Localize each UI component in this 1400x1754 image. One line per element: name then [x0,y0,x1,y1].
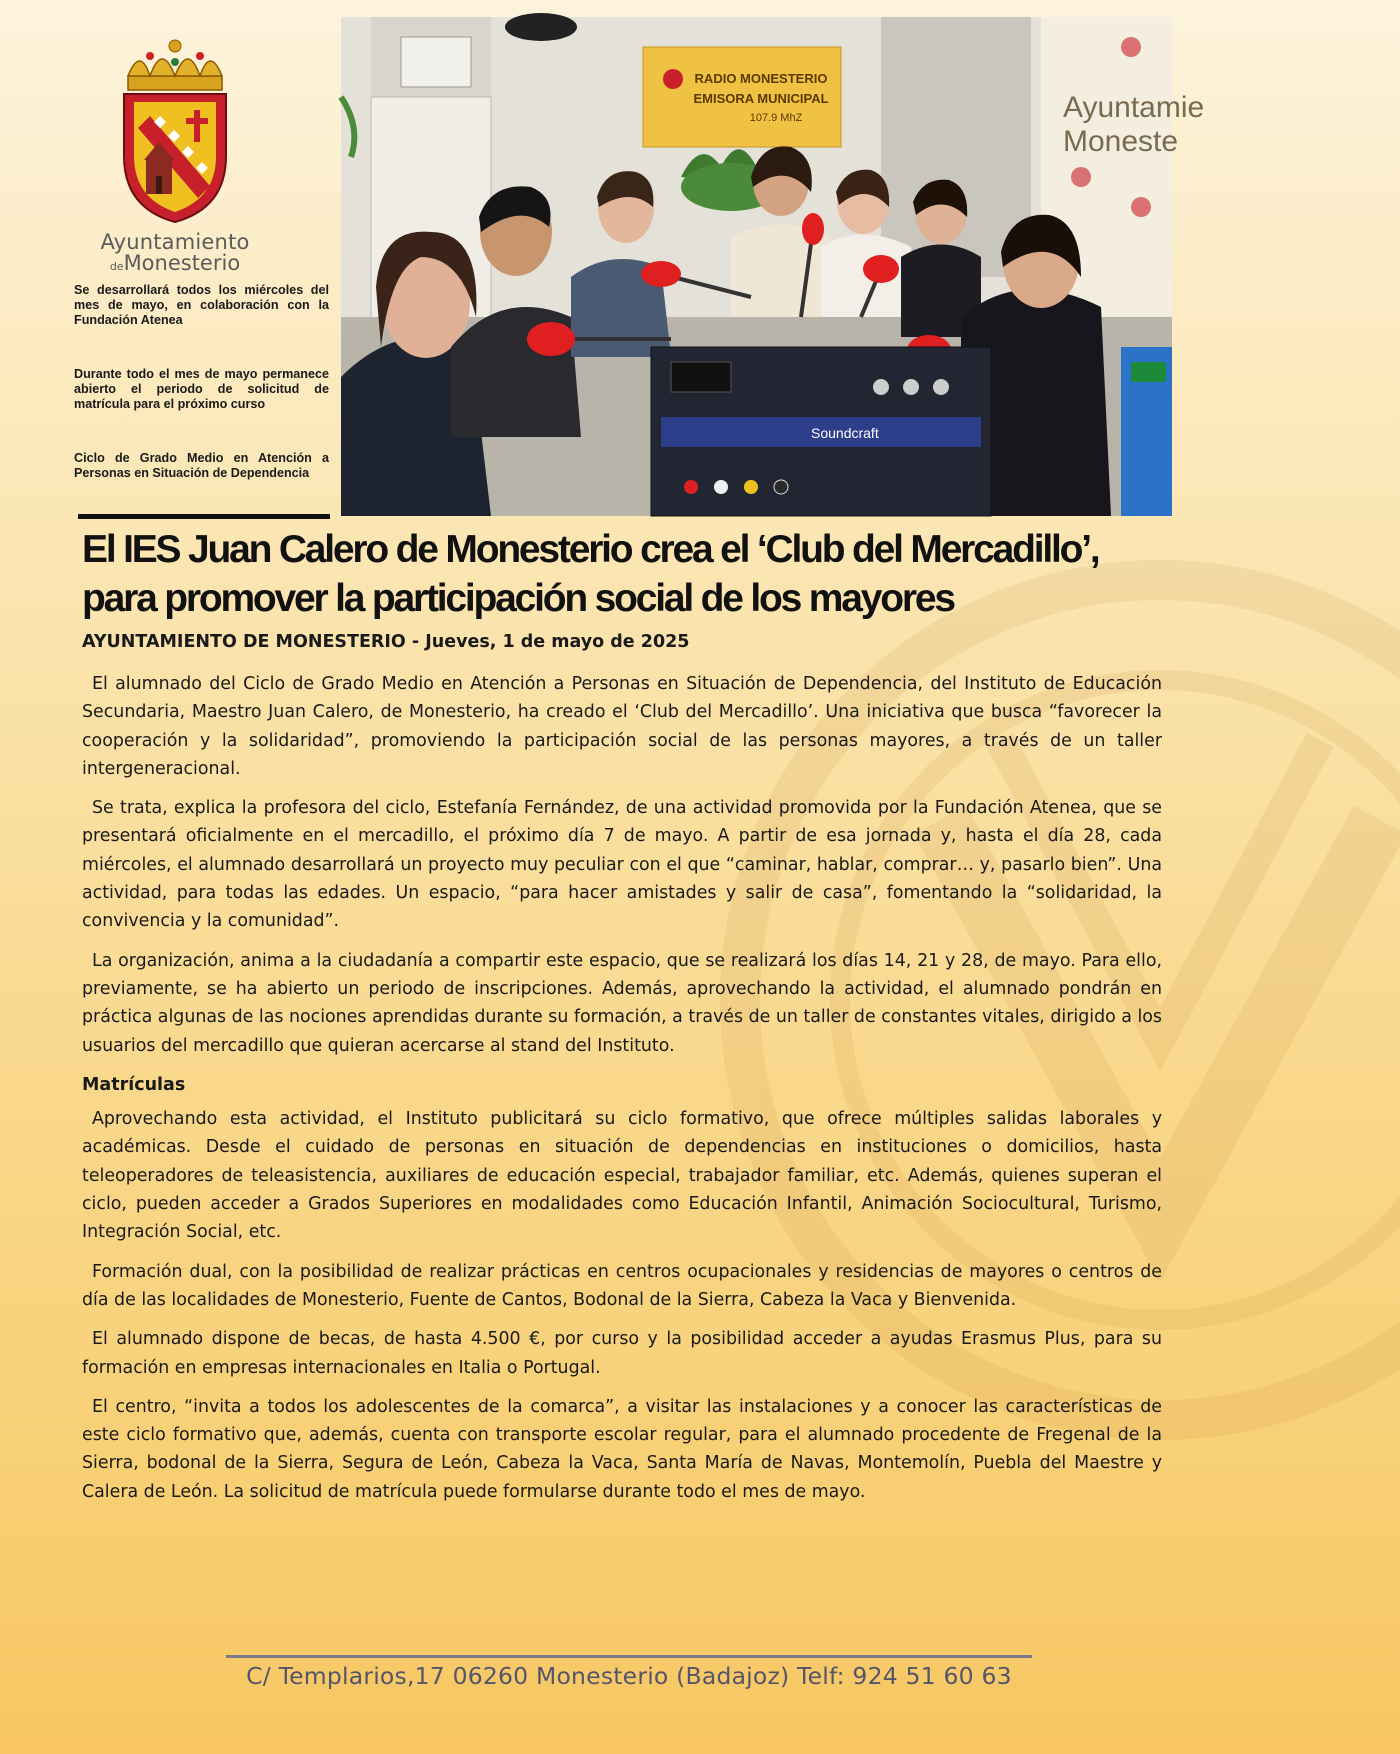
article-byline: AYUNTAMIENTO DE MONESTERIO - Jueves, 1 de mayo de 2025 [82,632,690,652]
paragraph-7: El centro, “invita a todos los adolescentes de la comarca”, a visitar las instalaciones y a conocer las características de este ciclo formativo que, además, cuenta con transporte escolar regular, para el alumnado procedente de Fregenal de la Sierra, bodonal de la Sierra, Segura de León, Cabeza la Vaca, Santa María de Navas, Montemolín, Puebla del Maestre y Calera de León. La solicitud de matrícula puede formularse durante todo el mes de mayo. [82,1396,1162,1502]
radio-studio-photo [341,17,1205,516]
banner-line3: 107.9 MhZ [749,112,803,124]
mixer-brand-label: Soundcraft [811,425,879,441]
side-note-3: Ciclo de Grado Medio en Atención a Personas en Situación de Dependencia [74,451,329,480]
municipal-logo [100,36,250,274]
paragraph-2: Se trata, explica la profesora del ciclo, Estefanía Fernández, de una actividad promovida por la Fundación Atenea, que se presentará oficialmente en el mercadillo, el próximo día 7 de mayo. A partir de esa jornada y, hasta el día 28, cada miércoles, el alumnado desarrollará un proyecto muy peculiar con el que “caminar, hablar, comprar… y, pasarlo bien”. Una actividad, para todas las edades. Un espacio, “para hacer amistades y salir de casa”, fomentando la “solidaridad, la convivencia y la comunidad”. [82,798,1162,932]
paragraph-1: El alumnado del Ciclo de Grado Medio en Atención a Personas en Situación de Dependencia, del Instituto de Educación Secundaria, Maestro Juan Calero, de Monesterio, ha creado el ‘Club del Mercadillo’. Una iniciativa que busca “favorecer la cooperación y la solidaridad”, promoviendo la participación social de las personas mayores, a través de un taller intergeneracional. [82,674,1162,779]
article-headline: El IES Juan Calero de Monesterio crea el ‘Club del Mercadillo’, para promover la participación social de los mayores [82,528,1099,620]
banner-line2: EMISORA MUNICIPAL [693,91,829,106]
banner-line1: RADIO MONESTERIO [694,71,828,86]
footer-address: C/ Templarios,17 06260 Monesterio (Badajoz) Telf: 924 51 60 63 [246,1662,1012,1690]
paragraph-5: Formación dual, con la posibilidad de realizar prácticas en centros ocupacionales y residencias de mayores o centros de día de las localidades de Monesterio, Fuente de Cantos, Bodonal de la Sierra, Cabeza la Vaca y Bienvenida. [82,1261,1162,1310]
footer-divider [226,1655,1032,1658]
logo-line1: Ayuntamiento [100,230,250,254]
paragraph-3: La organización, anima a la ciudadanía a compartir este espacio, que se realizará los días 14, 21 y 28, de mayo. Para ello, previamente, se ha abierto un periodo de inscripciones. Además, aprovechando la actividad, el alumnado pondrán en práctica algunas de las nociones aprendidas durante su formación, a través de un taller de constantes vitales, dirigido a los usuarios del mercadillo que quieran acercarse al stand del Instituto. [82,950,1162,1056]
logo-line2: Monesterio [123,251,241,275]
logo-line2-small: de [109,260,124,273]
mixing-console [651,347,991,516]
article-body [82,670,1162,1517]
side-note-2: Durante todo el mes de mayo permanece abierto el periodo de solicitud de matrícula para el próximo curso [74,367,329,411]
wall-text-1: Ayuntamie [1063,91,1205,124]
side-note-1: Se desarrollará todos los miércoles del mes de mayo, en colaboración con la Fundación Atenea [74,283,329,327]
paragraph-6: El alumnado dispone de becas, de hasta 4.500 €, por curso y la posibilidad acceder a ayudas Erasmus Plus, para su formación en empresas internacionales en Italia o Portugal. [82,1329,1162,1378]
section-heading: Matrículas [82,1074,186,1095]
wall-text-2: Moneste [1063,125,1179,158]
paragraph-4: Aprovechando esta actividad, el Instituto publicitará su ciclo formativo, que ofrece múltiples salidas laborales y académicas. Desde el cuidado de personas en situación de dependencias en instituciones o domicilios, hasta teleoperadores de teleasistencia, auxiliares de educación especial, trabajador familiar, etc. Además, quienes superan el ciclo, pueden acceder a Grados Superiores en modalidades como Educación Infantil, Animación Sociocultural, Turismo, Integración Social, etc. [82,1109,1162,1243]
side-divider [78,514,330,519]
coat-of-arms-icon [110,36,240,226]
